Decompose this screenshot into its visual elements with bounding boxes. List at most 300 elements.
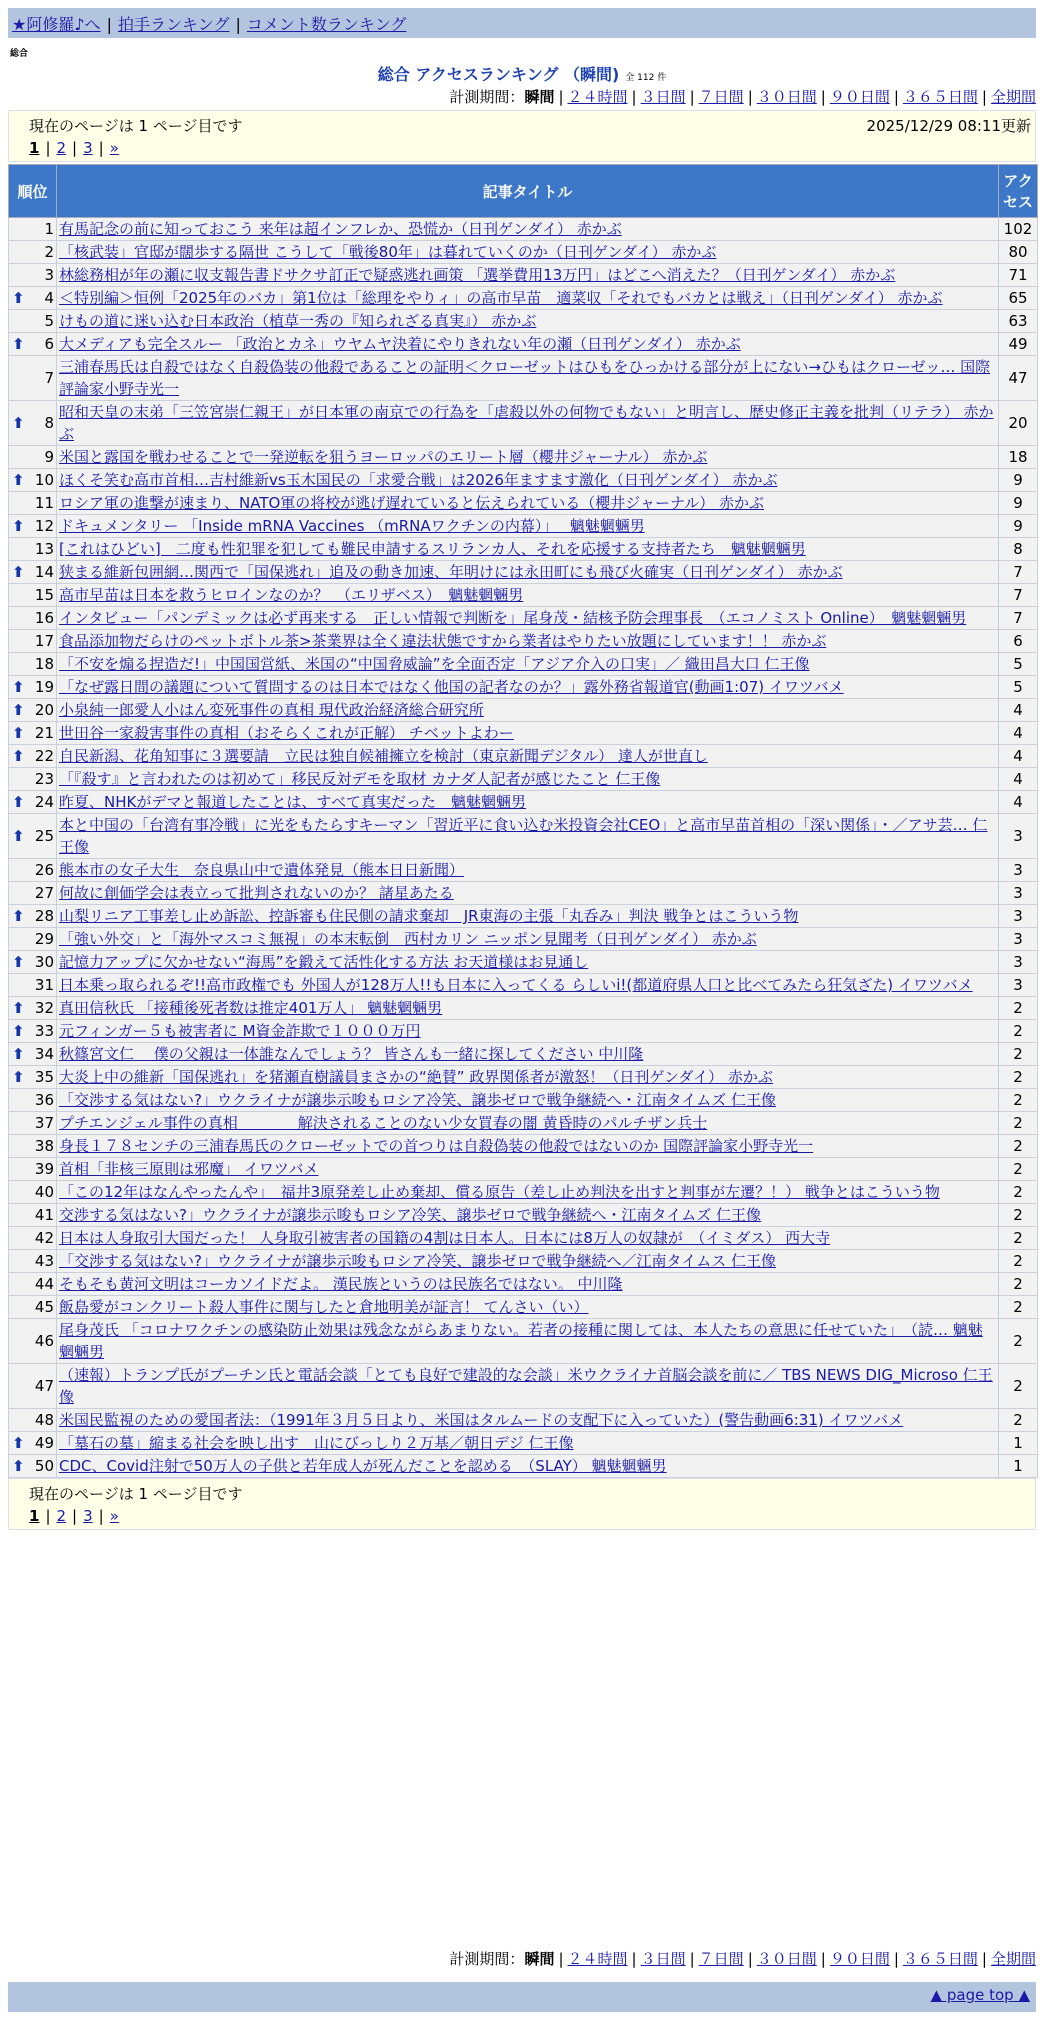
current-page-text: 現在のページは 1 ページ目です — [29, 117, 243, 135]
rank-cell — [9, 356, 57, 401]
access-count: 102 — [999, 218, 1038, 241]
table-row — [9, 1066, 1038, 1089]
article-link[interactable]: [これはひどい] 二度も性犯罪を犯しても難民申請するスリランカ人、それを応援する支持者たち 魑魅魍魎男 — [59, 540, 806, 558]
rank-number: 9 — [44, 448, 54, 466]
page-link[interactable]: 3 — [83, 139, 93, 157]
page-separator: | — [45, 139, 51, 157]
table-row — [9, 1319, 1038, 1364]
rank-number: 43 — [34, 1252, 54, 1270]
access-count: 9 — [999, 492, 1038, 515]
up-arrow-icon: ⬆ — [12, 724, 25, 742]
table-row — [9, 1250, 1038, 1273]
up-arrow-icon: ⬆ — [12, 678, 25, 696]
article-link[interactable]: 日本乗っ取られるぞ!!高市政権でも 外国人が128万人!!も日本に入ってくる らしいi!(都道府県人口と比べてみたら狂気ざた) イワツバメ — [59, 976, 973, 994]
rank-number: 26 — [34, 861, 54, 879]
article-link[interactable]: CDC、Covid注射で50万人の子供と若年成人が死んだことを認める （SLAY） 魑魅魍魎男 — [59, 1457, 667, 1475]
access-count: 5 — [999, 653, 1038, 676]
title-cell — [57, 1296, 999, 1319]
title-cell — [57, 630, 999, 653]
access-count: 4 — [999, 768, 1038, 791]
rank-number: 21 — [34, 724, 54, 742]
rank-cell — [9, 401, 57, 446]
home-link[interactable]: ★阿修羅♪へ — [12, 15, 101, 34]
nav-separator: | — [106, 15, 112, 34]
title-cell — [57, 241, 999, 264]
page-link[interactable]: 3 — [83, 1507, 93, 1525]
updated-time: 2025/12/29 08:11更新 — [866, 117, 1031, 135]
table-row — [9, 630, 1038, 653]
title-cell — [57, 814, 999, 859]
rank-cell — [9, 1043, 57, 1066]
rank-number: 15 — [34, 586, 54, 604]
access-count: 2 — [999, 1089, 1038, 1112]
period-option-link[interactable]: ２４時間 — [567, 88, 628, 106]
title-cell — [57, 1432, 999, 1455]
title-cell — [57, 401, 999, 446]
rank-cell — [9, 607, 57, 630]
article-link[interactable]: 自民新潟、花角知事に３選要請 立民は独自候補擁立を検討（東京新聞デジタル） 達人が世直し — [59, 747, 708, 765]
title-cell — [57, 699, 999, 722]
rank-cell — [9, 1273, 57, 1296]
rank-cell — [9, 951, 57, 974]
title-cell — [57, 653, 999, 676]
article-link[interactable]: 本と中国の「台湾有事冷戦」に光をもたらすキーマン「習近平に食い込む米投資会社CEO」と高市早苗首相の「深い関係」・／アサ芸… 仁王像 — [59, 816, 988, 856]
access-count: 80 — [999, 241, 1038, 264]
table-row — [9, 1273, 1038, 1296]
table-row — [9, 928, 1038, 951]
rank-number: 44 — [34, 1275, 54, 1293]
title-cell — [57, 492, 999, 515]
article-link[interactable]: けもの道に迷い込む日本政治（植草一秀の『知られざる真実』） 赤かぶ — [59, 312, 537, 330]
article-link[interactable]: 「不安を煽る捏造だ!」中国国営紙、米国の“中国脅威論”を全面否定「アジア介入の口実」／ 織田昌大口 仁王像 — [59, 655, 810, 673]
rank-number: 17 — [34, 632, 54, 650]
access-count: 3 — [999, 928, 1038, 951]
rank-cell — [9, 538, 57, 561]
rank-number: 27 — [34, 884, 54, 902]
period-separator: | — [893, 1950, 899, 1968]
period-option-link[interactable]: ７日間 — [698, 88, 744, 106]
rank-number: 40 — [34, 1183, 54, 1201]
rank-number: 47 — [34, 1377, 54, 1395]
article-link[interactable]: 飯島愛がコンクリート殺人事件に関与したと倉地明美が証言！ てんさい（い） — [59, 1298, 589, 1316]
rank-number: 41 — [34, 1206, 54, 1224]
table-row — [9, 607, 1038, 630]
page-link-current[interactable]: 1 — [29, 139, 40, 157]
top-nav-bar — [8, 8, 1036, 38]
rank-number: 2 — [44, 243, 54, 261]
access-count: 4 — [999, 722, 1038, 745]
page-separator: | — [98, 1507, 104, 1525]
access-count: 2 — [999, 1364, 1038, 1409]
access-count: 1 — [999, 1432, 1038, 1455]
title-cell — [57, 1204, 999, 1227]
rank-cell — [9, 1204, 57, 1227]
rank-number: 7 — [44, 369, 54, 387]
access-count: 71 — [999, 264, 1038, 287]
header-rank: 順位 — [9, 165, 57, 218]
up-arrow-icon: ⬆ — [12, 907, 25, 925]
table-row — [9, 264, 1038, 287]
table-row — [9, 905, 1038, 928]
table-row — [9, 1112, 1038, 1135]
rank-number: 42 — [34, 1229, 54, 1247]
rank-number: 24 — [34, 793, 54, 811]
period-option-link[interactable]: ３日間 — [640, 88, 686, 106]
rank-cell — [9, 515, 57, 538]
access-count: 2 — [999, 1135, 1038, 1158]
title-cell — [57, 951, 999, 974]
title-cell — [57, 859, 999, 882]
article-link[interactable]: 尾身茂氏 「コロナワクチンの感染防止効果は残念ながらあまりない。若者の接種に関しては、本人たちの意思に任せていた」 （読… 魑魅魍魎男 — [59, 1321, 983, 1361]
clap-ranking-link[interactable]: 拍手ランキング — [117, 15, 230, 34]
rank-number: 16 — [34, 609, 54, 627]
rank-number: 22 — [34, 747, 54, 765]
page-link-current[interactable]: 1 — [29, 1507, 40, 1525]
up-arrow-icon: ⬆ — [12, 289, 25, 307]
access-count: 63 — [999, 310, 1038, 333]
access-count: 2 — [999, 1020, 1038, 1043]
article-link[interactable]: 元フィンガー５も被害者に M資金詐欺で１０００万円 — [59, 1022, 421, 1040]
article-link[interactable]: 秋篠宮文仁 僕の父親は一体誰なんでしょう？ 皆さんも一緒に探してください 中川隆 — [59, 1045, 644, 1063]
article-link[interactable]: 「核武装」官邸が闊歩する隔世 こうして「戦後80年」は暮れていくのか（日刊ゲンダイ） 赤かぶ — [59, 243, 717, 261]
access-count: 3 — [999, 882, 1038, 905]
article-link[interactable]: ＜特別編＞恒例「2025年のバカ」第1位は「総理をやりィ」の高市早苗 適菜収「それでもバカとは戦え」（日刊ゲンダイ） 赤かぶ — [59, 289, 943, 307]
rank-cell — [9, 333, 57, 356]
rank-number: 28 — [34, 907, 54, 925]
page-top-link[interactable]: ▲ page top ▲ — [930, 1986, 1030, 2004]
rank-cell — [9, 768, 57, 791]
page-title: 総合 アクセスランキング （瞬間) — [377, 65, 620, 84]
access-count: 2 — [999, 1273, 1038, 1296]
rank-cell — [9, 1409, 57, 1432]
table-row — [9, 538, 1038, 561]
rank-number: 36 — [34, 1091, 54, 1109]
rank-number: 10 — [34, 471, 54, 489]
rank-cell — [9, 1135, 57, 1158]
article-link[interactable]: 「なぜ露日間の議題について質問するのは日本ではなく他国の記者なのか？」露外務省報道官(動画1:07) イワツバメ — [59, 678, 844, 696]
up-arrow-icon: ⬆ — [12, 1434, 25, 1452]
article-link[interactable]: 交渉する気はない?」ウクライナが譲歩示唆もロシア冷笑、譲歩ゼロで戦争継続へ・江南タイムズ 仁王像 — [59, 1206, 761, 1224]
period-option-link[interactable]: ３６５日間 — [902, 1950, 978, 1968]
up-arrow-icon: ⬆ — [12, 1457, 25, 1475]
table-row — [9, 1432, 1038, 1455]
table-row — [9, 699, 1038, 722]
period-option-link[interactable]: ３日間 — [640, 1950, 686, 1968]
access-count: 8 — [999, 538, 1038, 561]
rank-number: 5 — [44, 312, 54, 330]
access-count: 20 — [999, 401, 1038, 446]
rank-number: 30 — [34, 953, 54, 971]
table-row — [9, 1204, 1038, 1227]
up-arrow-icon: ⬆ — [12, 335, 25, 353]
up-arrow-icon: ⬆ — [12, 793, 25, 811]
rank-cell — [9, 1432, 57, 1455]
rank-number: 37 — [34, 1114, 54, 1132]
page-separator: | — [98, 139, 104, 157]
article-link[interactable]: 真田信秋氏 「接種後死者数は推定401万人」 魑魅魍魎男 — [59, 999, 443, 1017]
up-arrow-icon: ⬆ — [12, 563, 25, 581]
period-option-link[interactable]: ３０日間 — [756, 88, 817, 106]
rank-number: 45 — [34, 1298, 54, 1316]
table-row — [9, 469, 1038, 492]
article-link[interactable]: 昨夏、NHKがデマと報道したことは、すべて真実だった 魑魅魍魎男 — [59, 793, 527, 811]
article-link[interactable]: 記憶力アップに欠かせない“海馬”を鍛えて活性化する方法 お天道様はお見通し — [59, 953, 589, 971]
title-cell — [57, 1089, 999, 1112]
rank-cell — [9, 859, 57, 882]
rank-cell — [9, 287, 57, 310]
rank-cell — [9, 1455, 57, 1478]
current-page-text: 現在のページは 1 ページ目です — [29, 1485, 243, 1503]
page-separator: | — [72, 1507, 78, 1525]
table-row — [9, 1227, 1038, 1250]
rank-cell — [9, 974, 57, 997]
rank-cell — [9, 997, 57, 1020]
pagination-top — [29, 139, 119, 157]
up-arrow-icon: ⬆ — [12, 999, 25, 1017]
rank-number: 29 — [34, 930, 54, 948]
item-count: 全 112 件 — [625, 73, 667, 83]
title-cell — [57, 1250, 999, 1273]
ranking-table — [8, 164, 1038, 1478]
period-current: 瞬間 — [524, 1950, 555, 1968]
table-row — [9, 997, 1038, 1020]
title-cell — [57, 356, 999, 401]
title-cell — [57, 1364, 999, 1409]
up-arrow-icon: ⬆ — [12, 827, 25, 845]
article-link[interactable]: そもそも黄河文明はコーカソイドだよ。 漢民族というのは民族名ではない。 中川隆 — [59, 1275, 623, 1293]
rank-cell — [9, 791, 57, 814]
article-link[interactable]: インタビュー「パンデミックは必ず再来する 正しい情報で判断を」尾身茂・結核予防会理事長 （エコノミスト Online） 魑魅魍魎男 — [59, 609, 967, 627]
table-row — [9, 722, 1038, 745]
table-row — [9, 492, 1038, 515]
rank-cell — [9, 814, 57, 859]
period-option-link[interactable]: 全期間 — [990, 88, 1036, 106]
table-row — [9, 951, 1038, 974]
up-arrow-icon: ⬆ — [12, 414, 25, 432]
rank-number: 23 — [34, 770, 54, 788]
article-link[interactable]: 米国と露国を戦わせることで一発逆転を狙うヨーロッパのエリート層（櫻井ジャーナル） 赤かぶ — [59, 448, 708, 466]
access-count: 6 — [999, 630, 1038, 653]
article-link[interactable]: ドキュメンタリー 「Inside mRNA Vaccines （mRNAワクチンの内幕）」 魑魅魍魎男 — [59, 517, 645, 535]
article-link[interactable]: 小泉純一郎愛人小はん変死事件の真相 現代政治経済総合研究所 — [59, 701, 484, 719]
period-option-link[interactable]: ３６５日間 — [902, 88, 978, 106]
rank-number: 33 — [34, 1022, 54, 1040]
header-access: アクセス — [999, 165, 1038, 218]
title-cell — [57, 1158, 999, 1181]
table-row — [9, 745, 1038, 768]
article-link[interactable]: ほくそ笑む高市首相…吉村維新vs玉木国民の「求愛合戦」は2026年ますます激化（日刊ゲンダイ） 赤かぶ — [59, 471, 778, 489]
access-count: 3 — [999, 951, 1038, 974]
article-link[interactable]: ロシア軍の進撃が速まり、NATO軍の将校が逃げ遅れていると伝えられている（櫻井ジャーナル） 赤かぶ — [59, 494, 765, 512]
period-option-link[interactable]: 全期間 — [990, 1950, 1036, 1968]
article-link[interactable]: 熊本市の女子大生 奈良県山中で遺体発見（熊本日日新聞） — [59, 861, 465, 879]
period-option-link[interactable]: ９０日間 — [829, 1950, 890, 1968]
up-arrow-icon: ⬆ — [12, 701, 25, 719]
article-link[interactable]: 日本は人身取引大国だった！ 人身取引被害者の国籍の4割は日本人。日本には8万人の奴隷が （イミダス） 西大寺 — [59, 1229, 831, 1247]
article-link[interactable]: 食品添加物だらけのペットボトル茶>茶業界は全く違法状態ですから業者はやりたい放題にしています！！ 赤かぶ — [59, 632, 827, 650]
title-cell — [57, 310, 999, 333]
rank-number: 8 — [44, 414, 54, 432]
rank-number: 48 — [34, 1411, 54, 1429]
rank-cell — [9, 1020, 57, 1043]
table-row — [9, 1455, 1038, 1478]
table-row — [9, 1043, 1038, 1066]
title-cell — [57, 745, 999, 768]
up-arrow-icon: ⬆ — [12, 747, 25, 765]
header-title: 記事タイトル — [57, 165, 999, 218]
article-link[interactable]: プチエンジェル事件の真相 解決されることのない少女買春の闇 黄昏時のパルチザン兵士 — [59, 1114, 708, 1132]
rank-number: 31 — [34, 976, 54, 994]
rank-cell — [9, 699, 57, 722]
access-count: 2 — [999, 1181, 1038, 1204]
period-selector-top — [449, 86, 1036, 107]
rank-number: 12 — [34, 517, 54, 535]
title-cell — [57, 538, 999, 561]
period-separator: | — [747, 88, 753, 106]
page-link[interactable]: 2 — [56, 1507, 67, 1525]
title-cell — [57, 882, 999, 905]
title-cell — [57, 218, 999, 241]
article-link[interactable]: 高市早苗は日本を救うヒロインなのか？ （エリザベス） 魑魅魍魎男 — [59, 586, 524, 604]
info-box-top — [8, 110, 1036, 162]
article-link[interactable]: 「強い外交」と「海外マスコミ無視」の本末転倒 西村カリン ニッポン見聞考（日刊ゲンダイ） 赤かぶ — [59, 930, 757, 948]
period-label: 計測期間： — [449, 1950, 525, 1968]
access-count: 3 — [999, 814, 1038, 859]
title-cell — [57, 928, 999, 951]
article-link[interactable]: 有馬記念の前に知っておこう 来年は超インフレか、恐慌か（日刊ゲンダイ） 赤かぶ — [59, 220, 622, 238]
page-separator: | — [72, 139, 78, 157]
period-separator: | — [558, 1950, 564, 1968]
period-option-link[interactable]: ７日間 — [698, 1950, 744, 1968]
article-link[interactable]: 首相「非核三原則は邪魔」 イワツバメ — [59, 1160, 319, 1178]
access-count: 2 — [999, 1204, 1038, 1227]
access-count: 2 — [999, 1158, 1038, 1181]
table-row — [9, 974, 1038, 997]
rank-number: 1 — [44, 220, 54, 238]
period-separator: | — [747, 1950, 753, 1968]
article-link[interactable]: 三浦春馬氏は自殺ではなく自殺偽装の他殺であることの証明＜クローゼットはひもをひっかける部分が上にない→ひもはクローゼッ… 国際評論家小野寺光一 — [59, 358, 991, 398]
article-link[interactable]: 昭和天皇の末弟「三笠宮崇仁親王」が日本軍の南京での行為を「虐殺以外の何物でもない」と明言し、歴史修正主義を批判（リテラ） 赤かぶ — [59, 403, 994, 443]
category-label: 総合 — [10, 49, 29, 59]
rank-cell — [9, 676, 57, 699]
up-arrow-icon: ⬆ — [12, 1068, 25, 1086]
article-link[interactable]: 身長１７８センチの三浦春馬氏のクローゼットでの首つりは自殺偽装の他殺ではないのか 国際評論家小野寺光一 — [59, 1137, 814, 1155]
rank-number: 11 — [34, 494, 54, 512]
rank-number: 4 — [44, 289, 54, 307]
article-link[interactable]: 大メディアも完全スルー 「政治とカネ」ウヤムヤ決着にやりきれない年の瀬（日刊ゲンダイ） 赤かぶ — [59, 335, 741, 353]
title-cell — [57, 1273, 999, 1296]
rank-cell — [9, 1112, 57, 1135]
page-link[interactable]: » — [109, 139, 119, 157]
article-link[interactable]: 大炎上中の維新「国保逃れ」を猪瀬直樹議員まさかの“絶賛” 政界関係者が激怒！（日刊ゲンダイ） 赤かぶ — [59, 1068, 773, 1086]
article-link[interactable]: 林総務相が年の瀬に収支報告書ドサクサ訂正で疑惑逃れ画策 「選挙費用13万円」はどこへ消えた？（日刊ゲンダイ） 赤かぶ — [59, 266, 896, 284]
table-row — [9, 768, 1038, 791]
title-cell — [57, 997, 999, 1020]
access-count: 9 — [999, 515, 1038, 538]
rank-number: 46 — [34, 1332, 54, 1350]
article-link[interactable]: 「墓石の墓」縮まる社会を映し出す 山にびっしり２万基／朝日デジ 仁王像 — [59, 1434, 574, 1452]
rank-number: 25 — [34, 827, 54, 845]
up-arrow-icon: ⬆ — [12, 1045, 25, 1063]
access-count: 47 — [999, 356, 1038, 401]
rank-number: 38 — [34, 1137, 54, 1155]
title-cell — [57, 1066, 999, 1089]
title-cell — [57, 974, 999, 997]
rank-cell — [9, 1181, 57, 1204]
article-link[interactable]: 「交渉する気はない?」ウクライナが譲歩示唆もロシア冷笑、譲歩ゼロで戦争継続へ／江南タイムス 仁王像 — [59, 1252, 776, 1270]
article-link[interactable]: 狭まる維新包囲網…関西で「国保逃れ」追及の動き加速、年明けには永田町にも飛び火確実（日刊ゲンダイ） 赤かぶ — [59, 563, 843, 581]
up-arrow-icon: ⬆ — [12, 1022, 25, 1040]
access-count: 2 — [999, 1066, 1038, 1089]
title-cell — [57, 515, 999, 538]
period-separator: | — [558, 88, 564, 106]
rank-cell — [9, 882, 57, 905]
title-cell — [57, 676, 999, 699]
access-count: 3 — [999, 859, 1038, 882]
access-count: 4 — [999, 699, 1038, 722]
rank-cell — [9, 1227, 57, 1250]
period-current: 瞬間 — [524, 88, 555, 106]
rank-number: 3 — [44, 266, 54, 284]
table-row — [9, 515, 1038, 538]
comment-ranking-link[interactable]: コメント数ランキング — [246, 15, 407, 34]
title-cell — [57, 446, 999, 469]
article-link[interactable]: 米国民監視のための愛国者法：（1991年３月５日より、米国はタルムードの支配下に入っていた）(警告動画6:31) イワツバメ — [59, 1411, 904, 1429]
rank-number: 19 — [34, 678, 54, 696]
rank-cell — [9, 630, 57, 653]
access-count: 7 — [999, 584, 1038, 607]
page-link[interactable]: 2 — [56, 139, 67, 157]
article-link[interactable]: 山梨リニア工事差し止め訴訟、控訴審も住民側の請求棄却 JR東海の主張「丸呑み」判決 戦争とはこういう物 — [59, 907, 799, 925]
period-separator: | — [981, 88, 987, 106]
article-link[interactable]: 世田谷一家殺害事件の真相（おそらくこれが正解） チベットよわー — [59, 724, 514, 742]
article-link[interactable]: 「『殺す』と言われたのは初めて」移民反対デモを取材 カナダ人記者が感じたこと 仁王像 — [59, 770, 661, 788]
table-row — [9, 1409, 1038, 1432]
period-option-link[interactable]: ２４時間 — [567, 1950, 628, 1968]
title-cell — [57, 1455, 999, 1478]
footer-bar — [8, 1982, 1036, 2012]
page-link[interactable]: » — [109, 1507, 119, 1525]
rank-cell — [9, 905, 57, 928]
title-cell — [57, 561, 999, 584]
title-cell — [57, 469, 999, 492]
article-link[interactable]: 「この12年はなんやったんや」 福井3原発差し止め棄却、償る原告（差し止め判決を出すと判事が左遷？！） 戦争とはこういう物 — [59, 1183, 940, 1201]
page-title-row — [0, 62, 1044, 85]
access-count: 49 — [999, 333, 1038, 356]
rank-cell — [9, 928, 57, 951]
table-row — [9, 287, 1038, 310]
title-cell — [57, 1409, 999, 1432]
period-option-link[interactable]: ３０日間 — [756, 1950, 817, 1968]
up-arrow-icon: ⬆ — [12, 953, 25, 971]
up-arrow-icon: ⬆ — [12, 471, 25, 489]
rank-cell — [9, 561, 57, 584]
access-count: 7 — [999, 607, 1038, 630]
access-count: 1 — [999, 1455, 1038, 1478]
table-row — [9, 1181, 1038, 1204]
rank-cell — [9, 241, 57, 264]
period-option-link[interactable]: ９０日間 — [829, 88, 890, 106]
article-link[interactable]: 「交渉する気はない?」ウクライナが譲歩示唆もロシア冷笑、譲歩ゼロで戦争継続へ・江南タイムズ 仁王像 — [59, 1091, 776, 1109]
up-arrow-icon: ⬆ — [12, 517, 25, 535]
access-count: 4 — [999, 791, 1038, 814]
rank-cell — [9, 446, 57, 469]
article-link[interactable]: （速報）トランプ氏がプーチン氏と電話会談「とても良好で建設的な会談」米ウクライナ首脳会談を前に／ TBS NEWS DIG_Microso 仁王像 — [59, 1366, 993, 1406]
access-count: 2 — [999, 1112, 1038, 1135]
title-cell — [57, 905, 999, 928]
table-row — [9, 241, 1038, 264]
article-link[interactable]: 何故に創価学会は表立って批判されないのか？ 諸星あたる — [59, 884, 454, 902]
